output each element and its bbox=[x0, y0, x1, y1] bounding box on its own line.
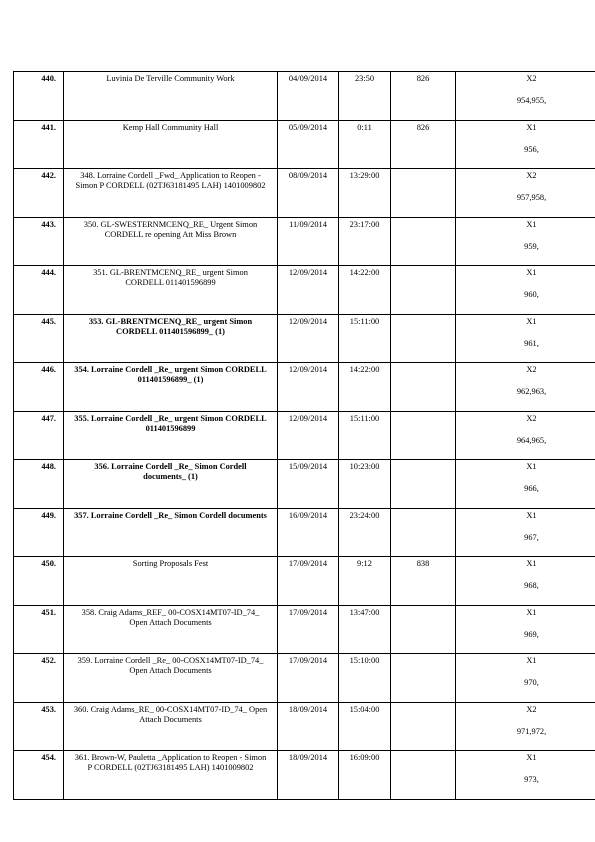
row-number: 450. bbox=[14, 557, 64, 606]
item-name: Sorting Proposals Fest bbox=[132, 559, 209, 568]
item-date: 11/09/2014 bbox=[278, 217, 339, 266]
table-row bbox=[14, 120, 595, 169]
item-name: 348. Lorraine Cordell _Fwd_ Application to Reopen - Simon P CORDELL (02TJ63181495 LAH) 1401009802 bbox=[75, 171, 266, 191]
item-name-cell bbox=[64, 120, 278, 169]
item-code bbox=[391, 266, 456, 315]
item-name: 356. Lorraine Cordell _Re_ Simon Cordell documents_ (1) bbox=[94, 462, 247, 482]
exhibit-page-refs: 973, bbox=[524, 775, 539, 785]
item-code bbox=[391, 654, 456, 703]
table-row bbox=[14, 508, 595, 557]
exhibit-page-refs: 971,972, bbox=[516, 726, 547, 736]
row-number: 441. bbox=[14, 120, 64, 169]
item-name-cell bbox=[64, 411, 278, 460]
table-row bbox=[14, 751, 595, 800]
item-name: 353. GL-BRENTMCENQ_RE_ urgent Simon CORDELL 011401596899_ (1) bbox=[88, 316, 253, 336]
item-code bbox=[391, 217, 456, 266]
exhibit-cell bbox=[456, 169, 595, 218]
item-name-cell bbox=[64, 217, 278, 266]
item-date: 05/09/2014 bbox=[278, 120, 339, 169]
item-time: 23:24:00 bbox=[339, 508, 391, 557]
row-number: 443. bbox=[14, 217, 64, 266]
exhibit-page-refs: 954,955, bbox=[516, 96, 547, 106]
item-name-cell bbox=[64, 654, 278, 703]
exhibit-cell bbox=[456, 702, 595, 751]
exhibit-page-refs: 969, bbox=[524, 629, 539, 639]
item-code bbox=[391, 169, 456, 218]
exhibit-count: X1 bbox=[526, 316, 537, 326]
item-code: 838 bbox=[391, 557, 456, 606]
exhibit-count: X1 bbox=[526, 656, 537, 665]
row-number: 452. bbox=[14, 654, 64, 703]
exhibit-cell bbox=[456, 508, 595, 557]
item-name: Kemp Hall Community Hall bbox=[122, 122, 219, 132]
item-time: 23:50 bbox=[339, 72, 391, 121]
row-number: 446. bbox=[14, 363, 64, 412]
item-time: 13:29:00 bbox=[339, 169, 391, 218]
item-date: 18/09/2014 bbox=[278, 702, 339, 751]
item-date: 12/09/2014 bbox=[278, 266, 339, 315]
exhibit-page-refs: 967, bbox=[524, 532, 539, 542]
item-code bbox=[391, 508, 456, 557]
exhibit-count: X1 bbox=[526, 462, 537, 471]
item-time: 15:04:00 bbox=[339, 702, 391, 751]
exhibit-cell bbox=[456, 654, 595, 703]
table-body bbox=[14, 72, 595, 800]
table-row bbox=[14, 363, 595, 412]
exhibit-count: X1 bbox=[526, 753, 537, 762]
item-name: 361. Brown-W, Pauletta _Application to Reopen - Simon P CORDELL (02TJ63181495 LAH) 1401009802 bbox=[74, 753, 267, 773]
exhibit-cell bbox=[456, 411, 595, 460]
item-code bbox=[391, 363, 456, 412]
item-date: 12/09/2014 bbox=[278, 363, 339, 412]
item-name-cell bbox=[64, 460, 278, 509]
table-row bbox=[14, 72, 595, 121]
item-name: 355. Lorraine Cordell _Re_ urgent Simon CORDELL 011401596899 bbox=[74, 413, 267, 433]
exhibit-page-refs: 970, bbox=[524, 678, 539, 688]
exhibit-count: X1 bbox=[526, 219, 537, 229]
item-name: 350. GL-SWESTERNMCENQ_RE_ Urgent Simon CORDELL re opening Att Miss Brown bbox=[83, 219, 258, 239]
table-row bbox=[14, 217, 595, 266]
item-time: 13:47:00 bbox=[339, 605, 391, 654]
exhibit-count: X2 bbox=[526, 413, 537, 423]
row-number: 447. bbox=[14, 411, 64, 460]
item-time: 15:11:00 bbox=[339, 411, 391, 460]
item-code bbox=[391, 751, 456, 800]
exhibit-count: X1 bbox=[526, 122, 537, 132]
item-time: 16:09:00 bbox=[339, 751, 391, 800]
item-name-cell bbox=[64, 314, 278, 363]
item-date: 12/09/2014 bbox=[278, 314, 339, 363]
exhibit-cell bbox=[456, 751, 595, 800]
item-code bbox=[391, 411, 456, 460]
exhibit-page-refs: 962,963, bbox=[516, 387, 547, 397]
exhibit-count: X1 bbox=[526, 559, 537, 568]
exhibit-page-refs: 956, bbox=[524, 144, 539, 154]
exhibit-count: X2 bbox=[526, 704, 537, 714]
exhibit-cell bbox=[456, 266, 595, 315]
exhibit-count: X1 bbox=[526, 268, 537, 277]
exhibit-cell bbox=[456, 605, 595, 654]
item-date: 17/09/2014 bbox=[278, 557, 339, 606]
table-row bbox=[14, 266, 595, 315]
table-row bbox=[14, 314, 595, 363]
item-name-cell bbox=[64, 169, 278, 218]
table-row bbox=[14, 557, 595, 606]
item-code bbox=[391, 314, 456, 363]
exhibit-cell bbox=[456, 460, 595, 509]
item-name: 357. Lorraine Cordell _Re_ Simon Cordell documents bbox=[74, 510, 267, 520]
item-code bbox=[391, 605, 456, 654]
item-name-cell bbox=[64, 363, 278, 412]
item-date: 18/09/2014 bbox=[278, 751, 339, 800]
exhibit-cell bbox=[456, 314, 595, 363]
table-row bbox=[14, 654, 595, 703]
item-name-cell bbox=[64, 72, 278, 121]
exhibit-cell bbox=[456, 120, 595, 169]
item-time: 14:22:00 bbox=[339, 266, 391, 315]
document-table bbox=[13, 71, 595, 800]
row-number: 453. bbox=[14, 702, 64, 751]
table-row bbox=[14, 702, 595, 751]
item-code: 826 bbox=[391, 72, 456, 121]
item-code bbox=[391, 460, 456, 509]
table-row bbox=[14, 411, 595, 460]
exhibit-cell bbox=[456, 72, 595, 121]
exhibit-count: X2 bbox=[526, 171, 537, 180]
item-name-cell bbox=[64, 557, 278, 606]
item-time: 23:17:00 bbox=[339, 217, 391, 266]
item-name: 354. Lorraine Cordell _Re_ urgent Simon CORDELL 011401596899_ (1) bbox=[74, 365, 267, 385]
item-name-cell bbox=[64, 508, 278, 557]
row-number: 451. bbox=[14, 605, 64, 654]
exhibit-count: X2 bbox=[526, 365, 537, 374]
item-code: 826 bbox=[391, 120, 456, 169]
item-name-cell bbox=[64, 702, 278, 751]
exhibit-cell bbox=[456, 217, 595, 266]
item-name-cell bbox=[64, 751, 278, 800]
item-time: 15:10:00 bbox=[339, 654, 391, 703]
exhibit-page-refs: 966, bbox=[524, 484, 539, 494]
item-name: 358. Craig Adams_REF_ 00-COSX14MT07-ID_74_ Open Attach Documents bbox=[81, 607, 260, 627]
exhibit-page-refs: 957,958, bbox=[516, 193, 547, 203]
row-number: 449. bbox=[14, 508, 64, 557]
exhibit-count: X2 bbox=[526, 74, 537, 83]
row-number: 444. bbox=[14, 266, 64, 315]
item-time: 14:22:00 bbox=[339, 363, 391, 412]
item-date: 04/09/2014 bbox=[278, 72, 339, 121]
exhibit-count: X1 bbox=[526, 510, 537, 520]
item-name: 351. GL-BRENTMCENQ_RE_ urgent Simon CORDELL 011401596899 bbox=[93, 268, 248, 288]
exhibit-page-refs: 964,965, bbox=[516, 435, 547, 445]
exhibit-page-refs: 959, bbox=[524, 241, 539, 251]
item-date: 17/09/2014 bbox=[278, 654, 339, 703]
item-date: 16/09/2014 bbox=[278, 508, 339, 557]
item-name: 359. Lorraine Cordell _Re_ 00-COSX14MT07-ID_74_ Open Attach Documents bbox=[77, 656, 264, 676]
exhibit-page-refs: 960, bbox=[524, 290, 539, 300]
row-number: 442. bbox=[14, 169, 64, 218]
item-time: 10:23:00 bbox=[339, 460, 391, 509]
table-row bbox=[14, 605, 595, 654]
item-date: 12/09/2014 bbox=[278, 411, 339, 460]
row-number: 445. bbox=[14, 314, 64, 363]
item-code bbox=[391, 702, 456, 751]
exhibit-count: X1 bbox=[526, 607, 537, 617]
exhibit-page-refs: 961, bbox=[524, 338, 539, 348]
item-date: 15/09/2014 bbox=[278, 460, 339, 509]
item-time: 15:11:00 bbox=[339, 314, 391, 363]
table-row bbox=[14, 169, 595, 218]
row-number: 448. bbox=[14, 460, 64, 509]
item-time: 9:12 bbox=[339, 557, 391, 606]
exhibit-page-refs: 968, bbox=[524, 581, 539, 591]
item-name-cell bbox=[64, 266, 278, 315]
row-number: 440. bbox=[14, 72, 64, 121]
item-time: 0:11 bbox=[339, 120, 391, 169]
exhibit-cell bbox=[456, 363, 595, 412]
item-name: Luvinia De Terville Community Work bbox=[106, 74, 235, 83]
row-number: 454. bbox=[14, 751, 64, 800]
item-date: 08/09/2014 bbox=[278, 169, 339, 218]
table-row bbox=[14, 460, 595, 509]
exhibit-cell bbox=[456, 557, 595, 606]
item-date: 17/09/2014 bbox=[278, 605, 339, 654]
item-name-cell bbox=[64, 605, 278, 654]
item-name: 360. Craig Adams_RE_ 00-COSX14MT07-ID_74_ Open Attach Documents bbox=[73, 704, 268, 724]
